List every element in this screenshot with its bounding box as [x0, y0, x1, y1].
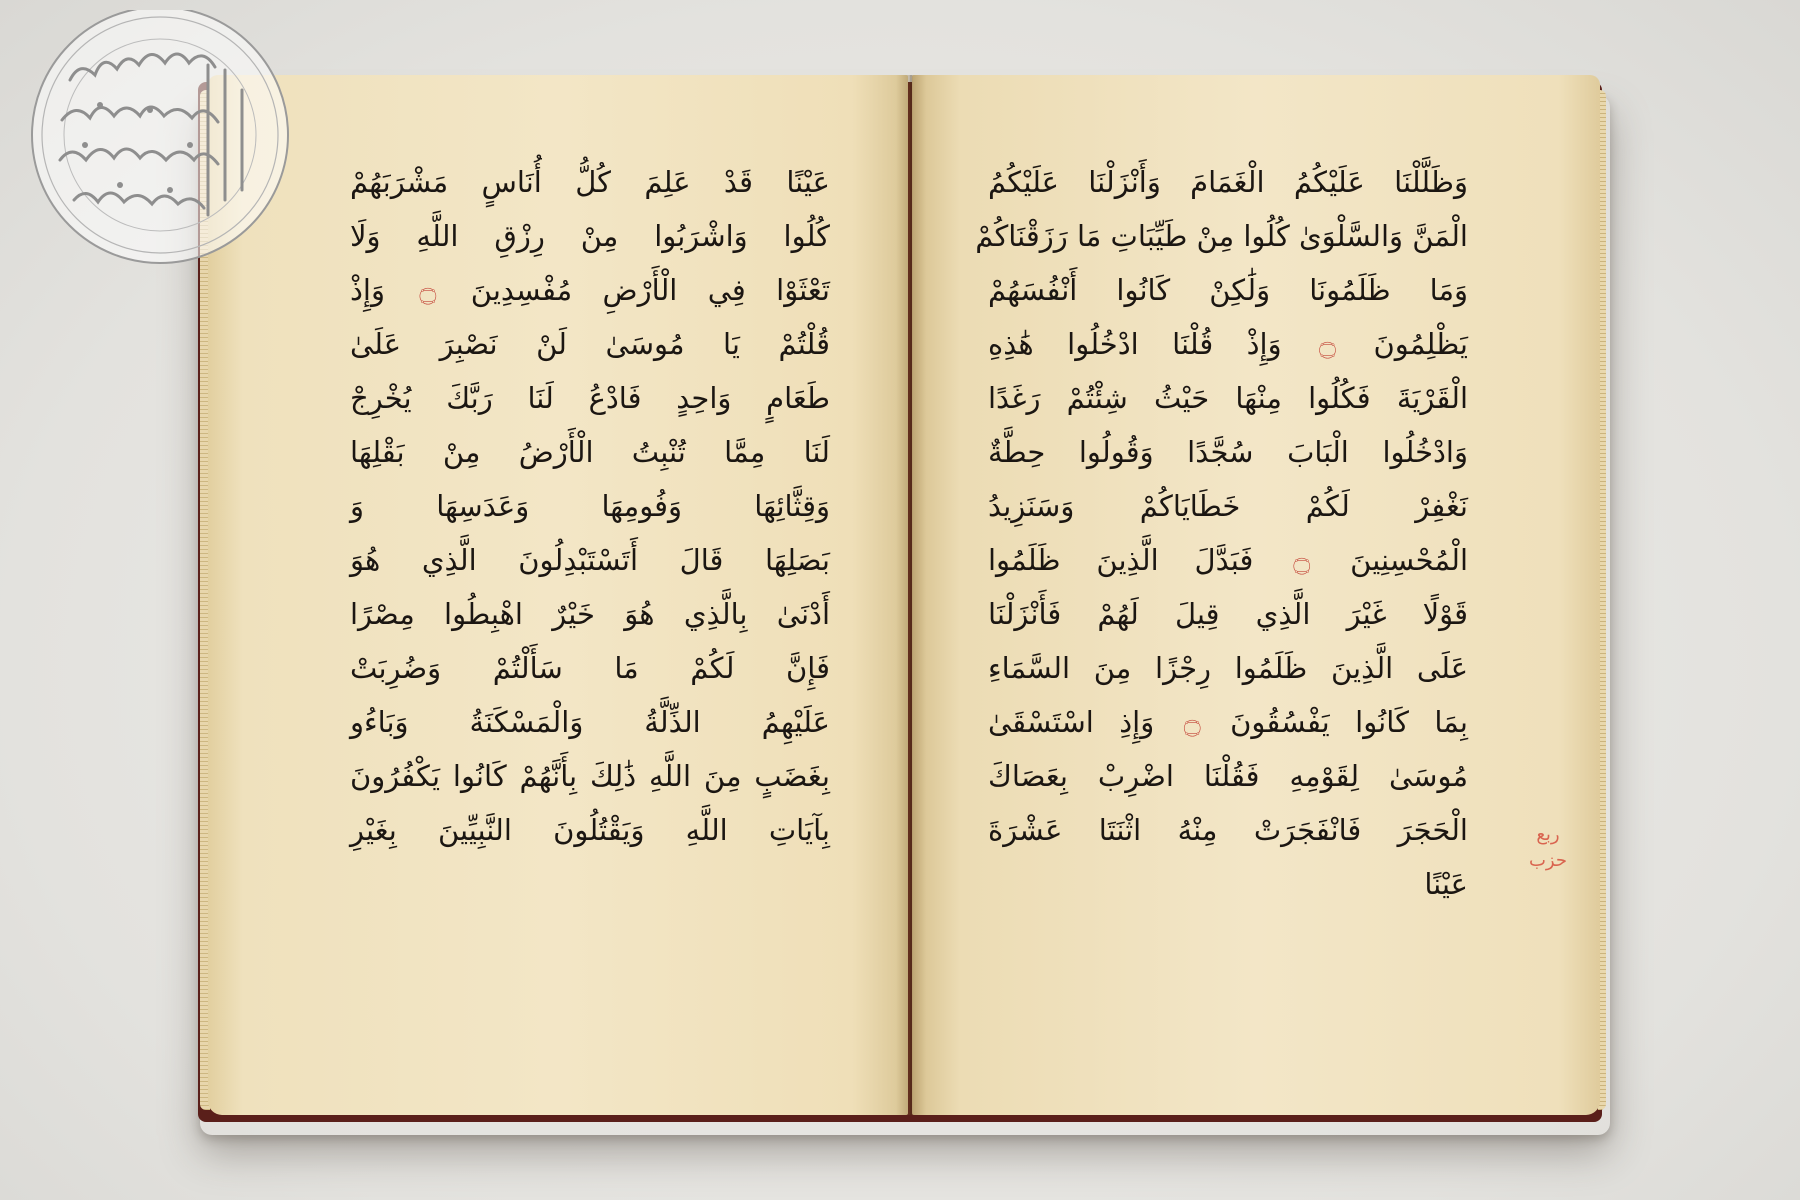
manuscript-line: عَلَى الَّذِينَ ظَلَمُوا رِجْزًا مِنَ السَّمَاءِ [988, 651, 1468, 685]
manuscript-line: مُوسَىٰ لِقَوْمِهِ فَقُلْنَا اضْرِبْ بِعَصَاكَ [988, 759, 1468, 793]
manuscript-line: فَإِنَّ لَكُمْ مَا سَأَلْتُمْ وَضُرِبَتْ [350, 651, 830, 685]
margin-note-hizb: ربع حزب [1528, 824, 1567, 871]
manuscript-line: عَيْنًا قَدْ عَلِمَ كُلُّ أُنَاسٍ مَشْرَبَهُمْ [350, 165, 830, 199]
manuscript-line: بَصَلِهَا قَالَ أَتَسْتَبْدِلُونَ الَّذِي هُوَ [350, 543, 830, 577]
verse-marker: ۝ [1183, 705, 1201, 739]
right-page-text [975, 155, 1469, 911]
manuscript-line: تَعْثَوْا فِي الْأَرْضِ مُفْسِدِينَ ۝ وَإِذْ [350, 273, 830, 307]
manuscript-line: وَادْخُلُوا الْبَابَ سُجَّدًا وَقُولُوا حِطَّةٌ [988, 435, 1468, 469]
verse-marker: ۝ [1293, 543, 1311, 577]
manuscript-line: قُلْتُمْ يَا مُوسَىٰ لَنْ نَصْبِرَ عَلَىٰ [350, 327, 830, 361]
manuscript-line: يَظْلِمُونَ ۝ وَإِذْ قُلْنَا ادْخُلُوا هَٰذِهِ [988, 327, 1468, 361]
manuscript-line: وَمَا ظَلَمُونَا وَلَٰكِنْ كَانُوا أَنْفُسَهُمْ [988, 273, 1468, 307]
manuscript-line: عَيْنًا [1424, 867, 1468, 901]
manuscript-line: الْحَجَرَ فَانْفَجَرَتْ مِنْهُ اثْنَتَا عَشْرَةَ [988, 813, 1468, 847]
manuscript-line: عَلَيْهِمُ الذِّلَّةُ وَالْمَسْكَنَةُ وَبَاءُو [350, 705, 830, 739]
manuscript-line: كُلُوا وَاشْرَبُوا مِنْ رِزْقِ اللَّهِ وَلَا [350, 219, 830, 253]
manuscript-line: قَوْلًا غَيْرَ الَّذِي قِيلَ لَهُمْ فَأَنْزَلْنَا [988, 597, 1468, 631]
manuscript-line: نَغْفِرْ لَكُمْ خَطَايَاكُمْ وَسَنَزِيدُ [988, 489, 1468, 523]
manuscript-line: بِمَا كَانُوا يَفْسُقُونَ ۝ وَإِذِ اسْتَسْقَىٰ [988, 705, 1469, 739]
book-gutter [896, 75, 926, 1115]
manuscript-line: أَدْنَىٰ بِالَّذِي هُوَ خَيْرٌ اهْبِطُوا مِصْرًا [350, 597, 830, 631]
institute-seal-logo [10, 10, 300, 270]
verse-marker: ۝ [1319, 327, 1337, 361]
manuscript-line: الْمَنَّ وَالسَّلْوَىٰ كُلُوا مِنْ طَيِّبَاتِ مَا رَزَقْنَاكُمْ [975, 219, 1468, 253]
manuscript-line: الْمُحْسِنِينَ ۝ فَبَدَّلَ الَّذِينَ ظَلَمُوا [988, 543, 1469, 577]
manuscript-line: بِآيَاتِ اللَّهِ وَيَقْتُلُونَ النَّبِيِّينَ بِغَيْرِ [350, 813, 830, 847]
manuscript-line: وَقِثَّائِهَا وَفُومِهَا وَعَدَسِهَا وَ [350, 489, 830, 523]
manuscript-line: طَعَامٍ وَاحِدٍ فَادْعُ لَنَا رَبَّكَ يُخْرِجْ [350, 381, 830, 415]
verse-marker: ۝ [419, 273, 437, 307]
left-page-text [350, 155, 830, 857]
manuscript-line: لَنَا مِمَّا تُنْبِتُ الْأَرْضُ مِنْ بَقْلِهَا [350, 435, 830, 469]
manuscript-line: بِغَضَبٍ مِنَ اللَّهِ ذَٰلِكَ بِأَنَّهُمْ كَانُوا يَكْفُرُونَ [350, 759, 830, 793]
manuscript-line: الْقَرْيَةَ فَكُلُوا مِنْهَا حَيْثُ شِئْتُمْ رَغَدًا [988, 381, 1468, 415]
manuscript-line: وَظَلَّلْنَا عَلَيْكُمُ الْغَمَامَ وَأَنْزَلْنَا عَلَيْكُمُ [988, 165, 1468, 199]
